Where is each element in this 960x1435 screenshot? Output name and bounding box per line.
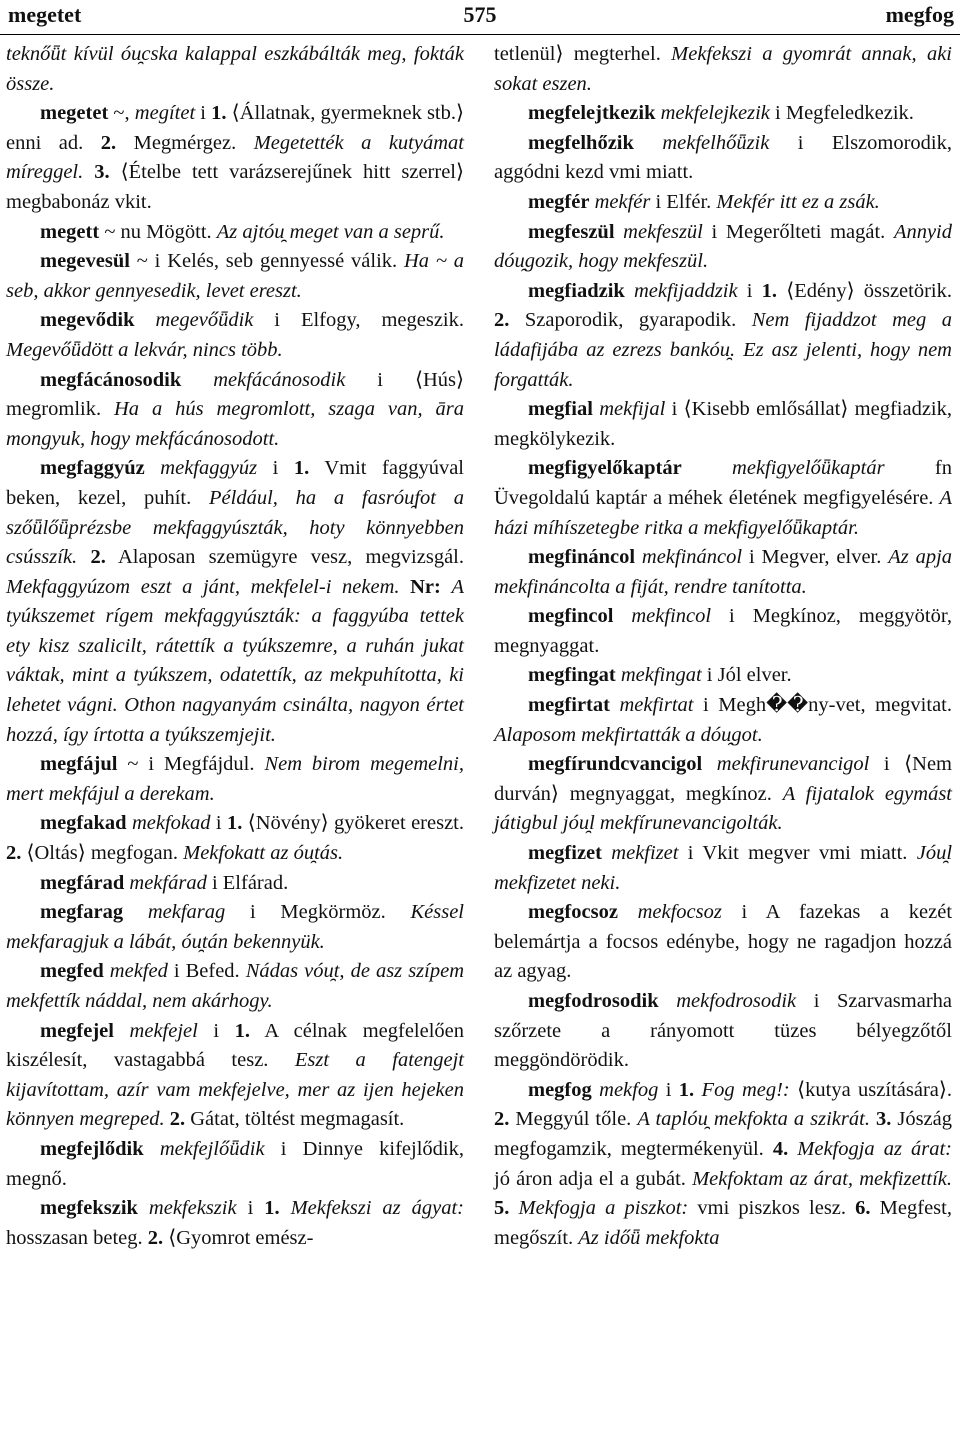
entry-italic-text: Nem fijaddzot meg a ládafijába az ezrezs bankóu̯. Ez asz jelenti, hogy nem forgatták. — [494, 309, 952, 391]
entry-bold-text: megfináncol — [528, 546, 636, 569]
entry-text: jó áron adja el a gubát. — [494, 1167, 693, 1190]
dictionary-entry — [494, 99, 952, 129]
entry-italic-text: mekfog — [599, 1078, 659, 1101]
entry-italic-text: Mekfaggyúzom eszt a jánt, mekfelel-i nekem. — [6, 575, 400, 598]
entry-text: ⟨Növény⟩ gyökeret ereszt. — [242, 812, 465, 835]
entry-italic-text: Mekfoktam az árat, mekfizettík. — [692, 1167, 952, 1190]
entry-italic-text: Nem birom megemelni, mert mekfájul a derekam. — [6, 753, 464, 805]
dictionary-entry — [494, 661, 952, 691]
entry-text: ⟨Gyomrot emész- — [163, 1226, 314, 1249]
entry-bold-text: megfigyelőkaptár — [528, 457, 682, 480]
dictionary-entry — [6, 366, 464, 455]
entry-italic-text: A fijatalok egymást játigbul jóu̯l mekfírunevancigolták. — [494, 782, 952, 835]
entry-text — [509, 1197, 518, 1219]
entry-text: ~ i Megfájdul. — [117, 753, 265, 776]
entry-text: hosszasan beteg. — [6, 1226, 148, 1249]
entry-text: Gátat, töltést megmagasít. — [185, 1108, 405, 1131]
entry-bold-text: megfelhőzik — [528, 131, 634, 154]
entry-text — [635, 546, 642, 568]
entry-bold-text: 1. — [234, 1019, 251, 1042]
entry-italic-text: mekfér — [594, 190, 651, 213]
entry-text: i Megver, elver. — [742, 546, 889, 569]
dictionary-entry — [6, 99, 464, 217]
entry-text: Megmérgez. — [116, 131, 254, 154]
dictionary-entry — [494, 1076, 952, 1254]
entry-bold-text: megfodrosodik — [528, 990, 659, 1012]
entry-text — [144, 1138, 160, 1160]
entry-italic-text: Alaposom mekfirtatták a dóu̯got. — [494, 723, 763, 746]
entry-text: ⟨kutya uszítására⟩. — [789, 1078, 952, 1101]
entry-text: i A fazekas a kezét belemártja a focsos edénybe, hogy ne ragadjon hozzá az agyag. — [494, 901, 953, 983]
entry-text — [682, 457, 732, 479]
entry-text: i Megh��ny-vet, megvitat. — [693, 694, 952, 717]
entry-bold-text: Nr: — [410, 575, 441, 598]
dictionary-entry — [6, 869, 464, 899]
entry-italic-text: Nádas vóu̯t, de asz szípem mekfettík náddal, nem akárhogy. — [6, 960, 464, 1012]
entry-italic-text: Az ajtóu̯ meget van a seprű. — [216, 220, 445, 243]
entry-bold-text: megfácánosodik — [40, 368, 182, 391]
entry-text: i Megkörmöz. — [225, 901, 411, 924]
entry-bold-text: 1. — [293, 457, 310, 480]
entry-bold-text: megfial — [528, 398, 593, 421]
entry-italic-text: mekfejlőǖdik — [159, 1137, 265, 1160]
entry-bold-text: 1. — [761, 279, 778, 302]
entry-bold-text: megfirtat — [528, 694, 610, 717]
entry-text: i ⟨Kisebb emlősállat⟩ megfiadzik, megkölykezik. — [494, 398, 953, 450]
entry-text: i Jól elver. — [701, 664, 792, 687]
entry-text — [77, 546, 90, 568]
dictionary-entry — [494, 750, 952, 839]
dictionary-entry — [494, 40, 952, 99]
entry-text: tetlenül⟩ megterhel. — [494, 43, 672, 65]
entry-bold-text: 1. — [211, 102, 227, 125]
entry-italic-text: mekfingat — [620, 664, 702, 687]
entry-bold-text: 2. — [147, 1226, 164, 1249]
entry-text: i Szarvasmarha szőrzete a rányomott tüzes bélyegzőtől meggöndörödik. — [494, 990, 952, 1072]
entry-italic-text: Mekfokatt az óu̯tás. — [183, 842, 344, 865]
entry-italic-text: mekfed — [109, 960, 168, 983]
dictionary-entry — [6, 898, 464, 957]
entry-italic-text: mekfokad — [131, 812, 211, 835]
entry-text: i — [658, 1078, 679, 1101]
entry-italic-text: Mekfekszi az ágyat: — [290, 1197, 464, 1220]
entry-italic-text: mekfigyelőǖkaptár — [732, 457, 885, 480]
entry-bold-text: megfocsoz — [528, 901, 618, 924]
header-right-guideword: megfog — [885, 2, 954, 27]
entry-text: i — [197, 1019, 235, 1042]
entry-bold-text: 5. — [494, 1197, 510, 1220]
entry-bold-text: 6. — [855, 1197, 871, 1220]
entry-text — [613, 605, 631, 627]
dictionary-entry — [494, 543, 952, 602]
entry-text: i Elfogy, megeszik. — [253, 309, 464, 332]
entry-text: fn Üvegoldalú kaptár a méhek életének megfigyelésére. — [494, 457, 952, 509]
entry-bold-text: 3. — [94, 161, 110, 184]
entry-text — [145, 457, 161, 479]
entry-italic-text: Ha ~ a seb, akkor gennyesedik, levet ereszt. — [6, 250, 464, 302]
entry-text — [694, 1079, 701, 1101]
entry-text — [788, 1138, 797, 1160]
entry-bold-text: megfejel — [40, 1019, 114, 1042]
dictionary-entry — [494, 129, 952, 188]
entry-italic-text: Mekfogja az árat: — [797, 1137, 953, 1160]
entry-text: i — [236, 1197, 265, 1220]
entry-italic-text: A tyúkszemet rígem mekfaggyúszták: a faggyúba tettek ety kisz szalicilt, rátettík a tyúkszemre, a ruhán jukat váktak, mint a tyúkszem, odatettík, az mekpuhította, ki lehetet vágni. Othon nagyanyám csinálta, nagyon értet hozzá, így írtotta a tyúkszemjejit. — [6, 575, 465, 746]
entry-italic-text: A házi míhíszetegbe ritka a mekfigyelőǖkaptár. — [494, 486, 952, 539]
entry-italic-text: mekfekszik — [148, 1197, 237, 1220]
entry-text: i Dinnye kifejlődik, megnő. — [6, 1137, 464, 1190]
entry-bold-text: megevődik — [40, 309, 135, 332]
entry-bold-text: megfarag — [40, 901, 124, 924]
entry-bold-text: megfeszül — [528, 220, 615, 243]
entry-text: Szaporodik, gyarapodik. — [509, 309, 752, 332]
entry-text: ⟨Állatnak, gyermeknek stb.⟩ enni ad. — [6, 102, 465, 154]
entry-bold-text: megfingat — [528, 664, 616, 687]
entry-italic-text: mekfincol — [631, 605, 712, 628]
entry-italic-text: mekfelhőǖzik — [662, 131, 770, 154]
header-left-guideword: megetet — [8, 2, 82, 27]
entry-text — [634, 132, 662, 154]
entry-text: ~ nu Mögött. — [99, 220, 217, 243]
entry-bold-text: 1. — [226, 812, 243, 835]
dictionary-entry — [6, 1194, 464, 1253]
entry-italic-text: Késsel mekfaragjuk a lábát, óu̯tán bekennyük. — [6, 901, 464, 953]
right-column — [494, 40, 952, 1253]
entry-bold-text: megfaggyúz — [40, 457, 145, 480]
entry-text: Meggyúl tőle. — [509, 1108, 638, 1131]
entry-italic-text: mekfizet — [611, 842, 679, 865]
entry-bold-text: 4. — [772, 1137, 789, 1160]
entry-text: vmi piszkos lesz. — [688, 1197, 856, 1220]
entry-bold-text: megfér — [528, 190, 590, 213]
entry-text: i — [195, 102, 212, 125]
entry-text — [618, 901, 638, 923]
entry-text: i — [210, 812, 227, 835]
entry-bold-text: 2. — [90, 546, 106, 569]
entry-italic-text: mekfijal — [599, 398, 666, 421]
entry-text: ⟨Edény⟩ összetörik. — [777, 279, 952, 302]
entry-text: i Befed. — [167, 960, 246, 983]
entry-text: i Megfeledkezik. — [769, 102, 914, 125]
entry-italic-text: mekfijaddzik — [633, 279, 738, 302]
entry-text — [441, 576, 452, 598]
entry-italic-text: mekfaggyúz — [160, 457, 258, 480]
entry-italic-text: Ha a hús megromlott, szaga van, āra mongyuk, hogy mekfácánosodott. — [6, 398, 465, 450]
entry-bold-text: megett — [40, 220, 100, 243]
entry-italic-text: mekfejel — [129, 1019, 198, 1042]
entry-italic-text: mekfirtat — [619, 694, 694, 717]
entry-italic-text: mekfácánosodik — [213, 368, 346, 391]
entry-text: i — [737, 279, 762, 302]
entry-text — [280, 1197, 291, 1219]
entry-bold-text: 2. — [494, 1108, 510, 1131]
entry-bold-text: megfincol — [528, 605, 614, 628]
entry-italic-text: Mekfekszi a gyomrát annak, aki sokat eszen. — [494, 43, 952, 95]
entry-italic-text: Például, ha a fasróu̯fot a szőǖlőǖprézsbe mekfaggyúszták, hoty könnyebben csússzík. — [6, 486, 464, 569]
entry-italic-text: Mekfogja a piszkot: — [518, 1197, 689, 1220]
entry-italic-text: Az időǖ mekfokta — [578, 1226, 720, 1249]
entry-text — [659, 990, 677, 1012]
entry-text — [114, 1020, 130, 1042]
entry-bold-text: megetet — [40, 102, 109, 125]
entry-bold-text: 1. — [264, 1197, 280, 1220]
dictionary-entry — [6, 809, 464, 868]
entry-bold-text: megfájul — [40, 753, 118, 776]
entry-text: ~, — [108, 102, 135, 125]
entry-italic-text: Eszt a fatengejt kijavítottam, azír vam mekfejelve, mer az ijen hejeken könnyen megreped. — [6, 1049, 464, 1131]
entry-text: i Elfér. — [650, 190, 717, 213]
dictionary-entry — [6, 218, 464, 248]
entry-text: i Elszomorodik, aggódni kezd vmi miatt. — [494, 131, 952, 184]
entry-bold-text: megfírundcvancigol — [528, 753, 703, 776]
entry-italic-text: Annyid dóu̯gozik, hogy mekfeszül. — [494, 220, 953, 273]
entry-bold-text: 3. — [875, 1108, 892, 1131]
entry-italic-text: A taplóu̯ mekfokta a szikrát. — [637, 1108, 870, 1131]
entry-bold-text: megfekszik — [40, 1197, 138, 1220]
dictionary-entry — [6, 247, 464, 306]
entry-italic-text: Mekfér itt ez a zsák. — [716, 190, 880, 213]
entry-text: Vmit faggyúval beken, kezel, puhít. — [6, 457, 464, 509]
dictionary-entry — [494, 839, 952, 898]
entry-text: i Megkínoz, meggyötör, megnyaggat. — [494, 605, 953, 657]
dictionary-entry — [6, 454, 464, 750]
entry-bold-text: megfizet — [528, 842, 602, 865]
entry-italic-text: mekfárad — [129, 871, 207, 894]
entry-italic-text: mekfeszül — [623, 220, 703, 243]
dictionary-entry — [494, 218, 952, 277]
entry-text — [400, 576, 411, 598]
entry-italic-text: megevőǖdik — [155, 309, 254, 332]
entry-bold-text: 2. — [169, 1108, 186, 1131]
entry-text — [625, 280, 634, 302]
entry-italic-text: mekfarag — [147, 901, 226, 924]
dictionary-entry — [494, 602, 952, 661]
entry-italic-text: mekfelejkezik — [660, 102, 770, 125]
entry-text: i Megerőlteti magát. — [702, 220, 894, 243]
entry-italic-text: mekfirunevancigol — [716, 753, 870, 776]
entry-text — [615, 221, 624, 243]
entry-text: i Elfárad. — [206, 871, 289, 894]
entry-text — [123, 901, 148, 923]
dictionary-entry — [6, 957, 464, 1016]
entry-bold-text: megfakad — [40, 812, 127, 835]
dictionary-entry — [494, 454, 952, 543]
entry-text — [138, 1197, 149, 1219]
dictionary-entry — [494, 987, 952, 1076]
entry-bold-text: 2. — [494, 309, 510, 332]
entry-italic-text: Jóu̯l mekfizetet neki. — [494, 842, 953, 894]
entry-text — [181, 369, 213, 391]
entry-text — [702, 753, 717, 775]
entry-italic-text: mekfocsoz — [637, 901, 722, 924]
dictionary-entry — [494, 395, 952, 454]
entry-italic-text: megítet — [134, 102, 196, 125]
page-number: 575 — [463, 2, 497, 27]
entry-text: i ⟨Nem durván⟩ megnyaggat, megkínoz. — [494, 753, 952, 805]
entry-text — [135, 309, 156, 331]
dictionary-entry — [6, 1135, 464, 1194]
dictionary-entry — [6, 750, 464, 809]
entry-bold-text: megevesül — [40, 250, 130, 273]
entry-text: Jószág megfogamzik, megtermékenyül. — [494, 1108, 953, 1160]
entry-italic-text: teknőǖt kívül óu̯cska kalappal eszkábálták meg, fokták össze. — [6, 43, 464, 95]
entry-text: i ⟨Hús⟩ megromlik. — [6, 368, 464, 421]
entry-bold-text: 2. — [100, 131, 117, 154]
dictionary-entry — [6, 306, 464, 365]
entry-bold-text: 1. — [678, 1078, 695, 1101]
entry-italic-text: Megevőǖdött a lekvár, nincs több. — [6, 338, 283, 361]
dictionary-entry — [494, 691, 952, 750]
entry-bold-text: megfiadzik — [528, 279, 625, 302]
entry-italic-text: Fog meg!: — [701, 1078, 790, 1101]
dictionary-entry — [6, 40, 464, 99]
entry-text: ~ i Kelés, seb gennyessé válik. — [129, 250, 404, 273]
entry-text: Alaposan szemügyre vesz, megvizsgál. — [105, 546, 464, 569]
dictionary-entry — [494, 898, 952, 987]
entry-text — [602, 842, 611, 864]
entry-italic-text: mekfináncol — [641, 546, 743, 569]
dictionary-entry — [6, 1017, 464, 1135]
entry-text: ⟨Ételbe tett varázserejűnek hitt szerrel⟩ megbabonáz vkit. — [6, 161, 464, 213]
entry-bold-text: megfejlődik — [40, 1137, 144, 1160]
entry-text: A célnak megfelelően kiszélesít, vastagabbá tesz. — [6, 1019, 465, 1072]
entry-bold-text: megfárad — [40, 871, 125, 894]
entry-italic-text: Az apja mekfináncolta a fiját, rendre tanította. — [494, 546, 953, 598]
entry-bold-text: 2. — [6, 842, 22, 865]
entry-text — [83, 161, 94, 183]
page-header — [0, 0, 960, 35]
entry-italic-text: Megetették a kutyámat míreggel. — [6, 131, 464, 184]
entry-text: Megfest, megőszít. — [494, 1197, 952, 1249]
dictionary-entry — [494, 188, 952, 218]
entry-text: ⟨Oltás⟩ megfogan. — [21, 842, 184, 865]
entry-bold-text: megfed — [40, 960, 104, 983]
dictionary-entry — [494, 277, 952, 395]
entry-italic-text: mekfodrosodik — [676, 990, 797, 1012]
entry-text: i — [257, 457, 294, 480]
entry-bold-text: megfog — [528, 1078, 592, 1101]
entry-text: i Vkit megver vmi miatt. — [678, 842, 917, 865]
entry-bold-text: megfelejtkezik — [528, 102, 656, 125]
left-column — [6, 40, 464, 1253]
